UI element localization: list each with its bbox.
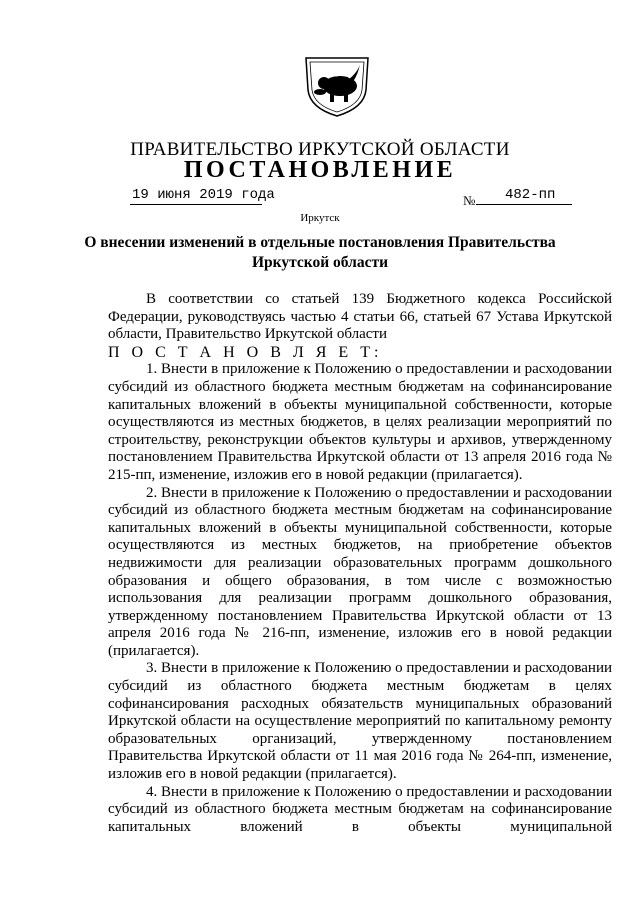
- document-number: 482-пп: [505, 187, 556, 203]
- document-body: [108, 291, 612, 836]
- item-4-paragraph: 4. Внести в приложение к Положению о предоставлении и расходовании субсидий из областного бюджета местным бюджетам на софинансирование капитальных вложений в объекты муниципальной: [108, 783, 612, 835]
- city-label: Иркутск: [300, 212, 340, 224]
- number-underline: [476, 204, 572, 205]
- title-line-2: Иркутской области: [251, 254, 389, 271]
- date-underline: [130, 204, 262, 205]
- document-type-heading: ПОСТАНОВЛЕНИЕ: [183, 157, 457, 183]
- resolves-line: П О С Т А Н О В Л Я Е Т:: [108, 343, 383, 361]
- irkutsk-emblem-icon: [300, 50, 374, 118]
- preamble-paragraph: В соответствии со статьей 139 Бюджетного кодекса Российской Федерации, руководствуясь частью 4 статьи 66, статьей 67 Устава Иркутской области, Правительство Иркутской области: [108, 291, 612, 343]
- title-line-1: О внесении изменений в отдельные постановления Правительства: [84, 234, 556, 251]
- government-heading: ПРАВИТЕЛЬСТВО ИРКУТСКОЙ ОБЛАСТИ: [130, 139, 510, 160]
- number-label: №: [463, 193, 476, 208]
- document-title: [0, 233, 640, 273]
- item-1-paragraph: 1. Внести в приложение к Положению о предоставлении и расходовании субсидий из областного бюджета местным бюджетам на софинансирование капитальных вложений в объекты муниципальной собственности, которые осуществляются из местных бюджетов, в целях реализации мероприятий по строительству, реконструкции объектов культуры и архивов, утвержденному постановлением Правительства Иркутской области от 13 апреля 2016 года № 215-пп, изменение, изложив его в новой редакции (прилагается).: [108, 361, 612, 483]
- item-2-paragraph: 2. Внести в приложение к Положению о предоставлении и расходовании субсидий из областного бюджета местным бюджетам на софинансирование капитальных вложений в объекты муниципальной собственности, которые осуществляются из местных бюджетов, на приобретение объектов недвижимости для реализации образовательных программ дошкольного образования и общего образования, в том числе с возможностью использования для реализации программ дошкольного образования, утвержденному постановлением Правительства Иркутской области от 13 апреля 2016 года № 216-пп, изменение, изложив его в новой редакции (прилагается).: [108, 484, 612, 659]
- item-3-paragraph: 3. Внести в приложение к Положению о предоставлении и расходовании субсидий из областного бюджета местным бюджетам в целях софинансирования расходных обязательств муниципальных образований Иркутской области на осуществление мероприятий по капитальному ремонту образовательных организаций, утвержденному постановлением Правительства Иркутской области от 11 мая 2016 года № 264-пп, изменение, изложив его в новой редакции (прилагается).: [108, 660, 612, 783]
- document-date: 19 июня 2019 года: [132, 187, 275, 203]
